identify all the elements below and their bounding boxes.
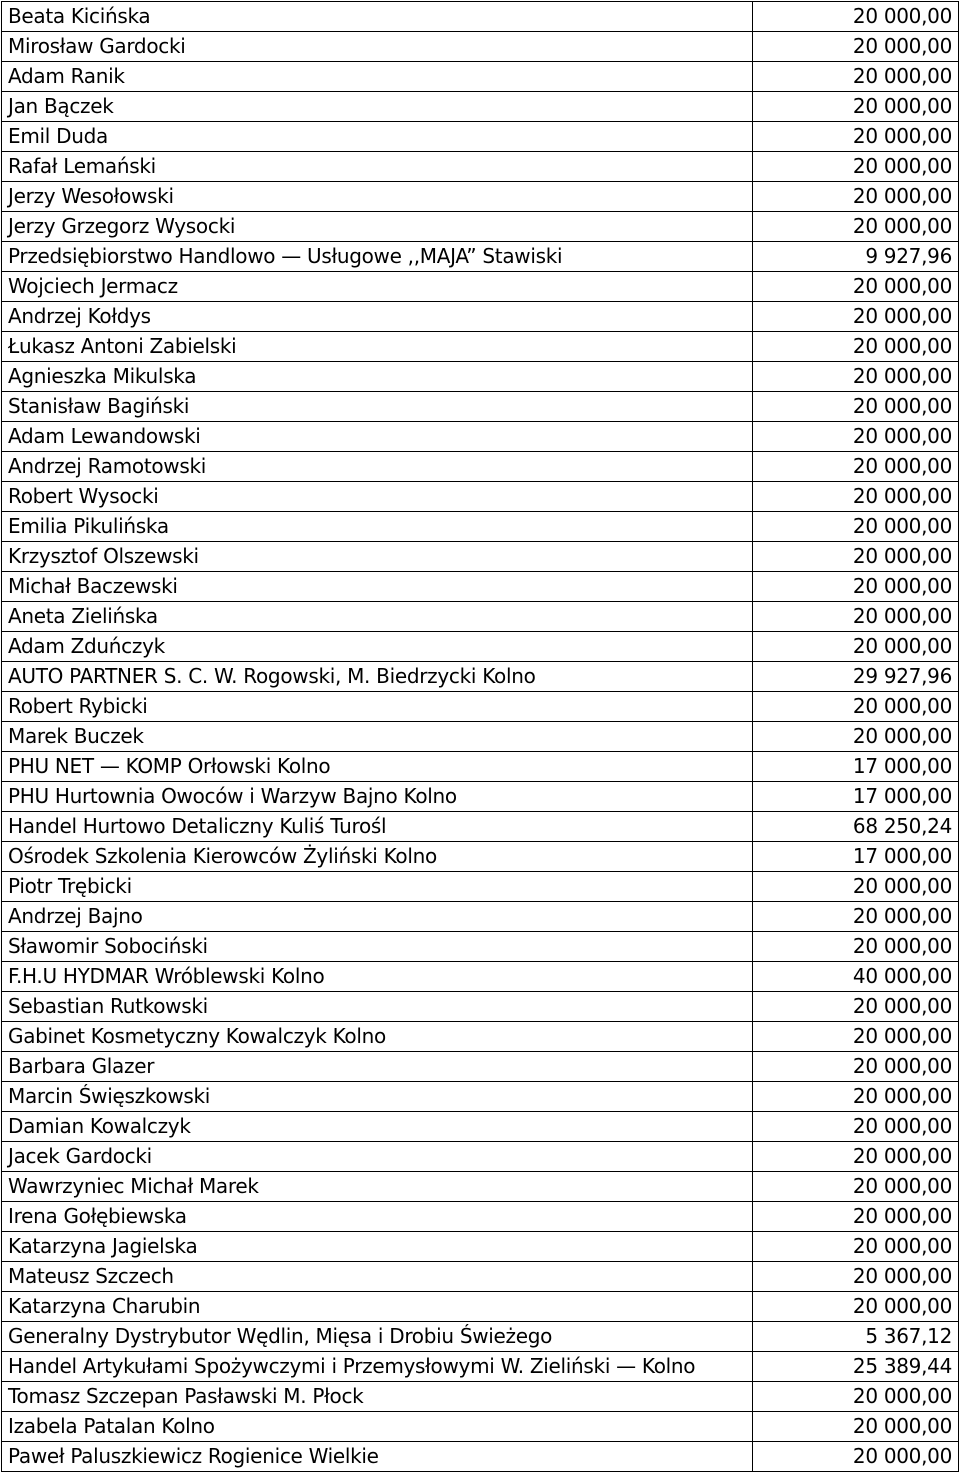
recipient-name-cell: Agnieszka Mikulska bbox=[2, 362, 753, 392]
recipient-name-cell: Mirosław Gardocki bbox=[2, 32, 753, 62]
table-row bbox=[2, 452, 959, 482]
table-row bbox=[2, 1382, 959, 1412]
recipient-name-cell: Katarzyna Jagielska bbox=[2, 1232, 753, 1262]
amount-cell: 20 000,00 bbox=[753, 632, 959, 662]
amount-cell: 20 000,00 bbox=[753, 1292, 959, 1322]
amount-cell: 20 000,00 bbox=[753, 692, 959, 722]
table-row bbox=[2, 152, 959, 182]
recipient-name-cell: F.H.U HYDMAR Wróblewski Kolno bbox=[2, 962, 753, 992]
table-row bbox=[2, 1322, 959, 1352]
table-row bbox=[2, 1262, 959, 1292]
table-row bbox=[2, 1052, 959, 1082]
table-row bbox=[2, 1352, 959, 1382]
recipient-name-cell: Emilia Pikulińska bbox=[2, 512, 753, 542]
recipient-name-cell: Emil Duda bbox=[2, 122, 753, 152]
recipient-name-cell: Andrzej Ramotowski bbox=[2, 452, 753, 482]
table-row bbox=[2, 1022, 959, 1052]
recipient-name-cell: Rafał Lemański bbox=[2, 152, 753, 182]
amount-cell: 20 000,00 bbox=[753, 1232, 959, 1262]
table-row bbox=[2, 842, 959, 872]
amount-cell: 20 000,00 bbox=[753, 212, 959, 242]
recipient-name-cell: Sławomir Sobociński bbox=[2, 932, 753, 962]
amount-cell: 20 000,00 bbox=[753, 1172, 959, 1202]
amount-cell: 20 000,00 bbox=[753, 1112, 959, 1142]
table-row bbox=[2, 1112, 959, 1142]
amount-cell: 20 000,00 bbox=[753, 932, 959, 962]
recipient-name-cell: Mateusz Szczech bbox=[2, 1262, 753, 1292]
table-row bbox=[2, 122, 959, 152]
recipient-name-cell: Stanisław Bagiński bbox=[2, 392, 753, 422]
recipient-name-cell: Przedsiębiorstwo Handlowo — Usługowe ,,MAJA” Stawiski bbox=[2, 242, 753, 272]
recipient-name-cell: Beata Kicińska bbox=[2, 2, 753, 32]
amount-cell: 20 000,00 bbox=[753, 1022, 959, 1052]
table-row bbox=[2, 482, 959, 512]
table-row bbox=[2, 182, 959, 212]
amount-cell: 5 367,12 bbox=[753, 1322, 959, 1352]
table-row bbox=[2, 242, 959, 272]
recipient-name-cell: Jerzy Grzegorz Wysocki bbox=[2, 212, 753, 242]
recipient-name-cell: Ośrodek Szkolenia Kierowców Żyliński Kolno bbox=[2, 842, 753, 872]
recipient-name-cell: Andrzej Kołdys bbox=[2, 302, 753, 332]
recipient-name-cell: Wojciech Jermacz bbox=[2, 272, 753, 302]
amount-cell: 20 000,00 bbox=[753, 992, 959, 1022]
amount-cell: 20 000,00 bbox=[753, 1052, 959, 1082]
table-row bbox=[2, 302, 959, 332]
table-row bbox=[2, 32, 959, 62]
recipient-name-cell: Sebastian Rutkowski bbox=[2, 992, 753, 1022]
amount-cell: 17 000,00 bbox=[753, 752, 959, 782]
table-row bbox=[2, 812, 959, 842]
table-row bbox=[2, 602, 959, 632]
table-row bbox=[2, 662, 959, 692]
beneficiary-amount-table bbox=[1, 1, 959, 1472]
amount-cell: 20 000,00 bbox=[753, 1412, 959, 1442]
table-row bbox=[2, 212, 959, 242]
recipient-name-cell: Jan Bączek bbox=[2, 92, 753, 122]
table-row bbox=[2, 752, 959, 782]
table-row bbox=[2, 962, 959, 992]
table-row bbox=[2, 1292, 959, 1322]
table-row bbox=[2, 872, 959, 902]
amount-cell: 20 000,00 bbox=[753, 332, 959, 362]
recipient-name-cell: Adam Zduńczyk bbox=[2, 632, 753, 662]
amount-cell: 20 000,00 bbox=[753, 182, 959, 212]
amount-cell: 20 000,00 bbox=[753, 152, 959, 182]
recipient-name-cell: PHU NET — KOMP Orłowski Kolno bbox=[2, 752, 753, 782]
table-row bbox=[2, 902, 959, 932]
amount-cell: 40 000,00 bbox=[753, 962, 959, 992]
table-row bbox=[2, 992, 959, 1022]
table-row bbox=[2, 2, 959, 32]
recipient-name-cell: Aneta Zielińska bbox=[2, 602, 753, 632]
table-row bbox=[2, 692, 959, 722]
recipient-name-cell: Katarzyna Charubin bbox=[2, 1292, 753, 1322]
recipient-name-cell: Jacek Gardocki bbox=[2, 1142, 753, 1172]
recipient-name-cell: Michał Baczewski bbox=[2, 572, 753, 602]
recipient-name-cell: Adam Ranik bbox=[2, 62, 753, 92]
recipient-name-cell: Barbara Glazer bbox=[2, 1052, 753, 1082]
amount-cell: 20 000,00 bbox=[753, 602, 959, 632]
amount-cell: 68 250,24 bbox=[753, 812, 959, 842]
recipient-name-cell: Generalny Dystrybutor Wędlin, Mięsa i Drobiu Świeżego bbox=[2, 1322, 753, 1352]
amount-cell: 20 000,00 bbox=[753, 122, 959, 152]
recipient-name-cell: Adam Lewandowski bbox=[2, 422, 753, 452]
table-row bbox=[2, 1142, 959, 1172]
table-row bbox=[2, 572, 959, 602]
table-row bbox=[2, 512, 959, 542]
table-row bbox=[2, 542, 959, 572]
table-row bbox=[2, 392, 959, 422]
amount-cell: 20 000,00 bbox=[753, 92, 959, 122]
table-row bbox=[2, 782, 959, 812]
table-row bbox=[2, 1412, 959, 1442]
amount-cell: 20 000,00 bbox=[753, 1442, 959, 1472]
table-row bbox=[2, 722, 959, 752]
table-body bbox=[2, 2, 959, 1472]
recipient-name-cell: Gabinet Kosmetyczny Kowalczyk Kolno bbox=[2, 1022, 753, 1052]
table-row bbox=[2, 332, 959, 362]
table-row bbox=[2, 1172, 959, 1202]
amount-cell: 20 000,00 bbox=[753, 722, 959, 752]
recipient-name-cell: Tomasz Szczepan Pasławski M. Płock bbox=[2, 1382, 753, 1412]
recipient-name-cell: Wawrzyniec Michał Marek bbox=[2, 1172, 753, 1202]
recipient-name-cell: Robert Wysocki bbox=[2, 482, 753, 512]
amount-cell: 20 000,00 bbox=[753, 422, 959, 452]
recipient-name-cell: Handel Hurtowo Detaliczny Kuliś Turośl bbox=[2, 812, 753, 842]
recipient-name-cell: Irena Gołębiewska bbox=[2, 1202, 753, 1232]
amount-cell: 20 000,00 bbox=[753, 572, 959, 602]
recipient-name-cell: AUTO PARTNER S. C. W. Rogowski, M. Biedrzycki Kolno bbox=[2, 662, 753, 692]
recipient-name-cell: Marcin Święszkowski bbox=[2, 1082, 753, 1112]
recipient-name-cell: Piotr Trębicki bbox=[2, 872, 753, 902]
amount-cell: 20 000,00 bbox=[753, 482, 959, 512]
amount-cell: 20 000,00 bbox=[753, 512, 959, 542]
amount-cell: 20 000,00 bbox=[753, 302, 959, 332]
table-row bbox=[2, 1232, 959, 1262]
amount-cell: 20 000,00 bbox=[753, 362, 959, 392]
table-row bbox=[2, 92, 959, 122]
amount-cell: 20 000,00 bbox=[753, 62, 959, 92]
table-row bbox=[2, 1202, 959, 1232]
amount-cell: 20 000,00 bbox=[753, 1262, 959, 1292]
table-row bbox=[2, 272, 959, 302]
amount-cell: 20 000,00 bbox=[753, 392, 959, 422]
recipient-name-cell: Damian Kowalczyk bbox=[2, 1112, 753, 1142]
recipient-name-cell: Łukasz Antoni Zabielski bbox=[2, 332, 753, 362]
amount-cell: 20 000,00 bbox=[753, 32, 959, 62]
amount-cell: 17 000,00 bbox=[753, 842, 959, 872]
amount-cell: 25 389,44 bbox=[753, 1352, 959, 1382]
amount-cell: 20 000,00 bbox=[753, 542, 959, 572]
amount-cell: 20 000,00 bbox=[753, 1142, 959, 1172]
recipient-name-cell: PHU Hurtownia Owoców i Warzyw Bajno Kolno bbox=[2, 782, 753, 812]
amount-cell: 20 000,00 bbox=[753, 1202, 959, 1232]
recipient-name-cell: Andrzej Bajno bbox=[2, 902, 753, 932]
amount-cell: 20 000,00 bbox=[753, 902, 959, 932]
table-row bbox=[2, 1442, 959, 1472]
amount-cell: 20 000,00 bbox=[753, 452, 959, 482]
recipient-name-cell: Jerzy Wesołowski bbox=[2, 182, 753, 212]
recipient-name-cell: Paweł Paluszkiewicz Rogienice Wielkie bbox=[2, 1442, 753, 1472]
amount-cell: 20 000,00 bbox=[753, 272, 959, 302]
table-row bbox=[2, 362, 959, 392]
table-row bbox=[2, 422, 959, 452]
table-row bbox=[2, 932, 959, 962]
table-row bbox=[2, 62, 959, 92]
amount-cell: 29 927,96 bbox=[753, 662, 959, 692]
amount-cell: 20 000,00 bbox=[753, 872, 959, 902]
recipient-name-cell: Robert Rybicki bbox=[2, 692, 753, 722]
table-row bbox=[2, 1082, 959, 1112]
recipient-name-cell: Marek Buczek bbox=[2, 722, 753, 752]
amount-cell: 20 000,00 bbox=[753, 1082, 959, 1112]
recipient-name-cell: Krzysztof Olszewski bbox=[2, 542, 753, 572]
table-row bbox=[2, 632, 959, 662]
recipient-name-cell: Izabela Patalan Kolno bbox=[2, 1412, 753, 1442]
amount-cell: 17 000,00 bbox=[753, 782, 959, 812]
recipient-name-cell: Handel Artykułami Spożywczymi i Przemysłowymi W. Zieliński — Kolno bbox=[2, 1352, 753, 1382]
amount-cell: 20 000,00 bbox=[753, 2, 959, 32]
amount-cell: 20 000,00 bbox=[753, 1382, 959, 1412]
amount-cell: 9 927,96 bbox=[753, 242, 959, 272]
